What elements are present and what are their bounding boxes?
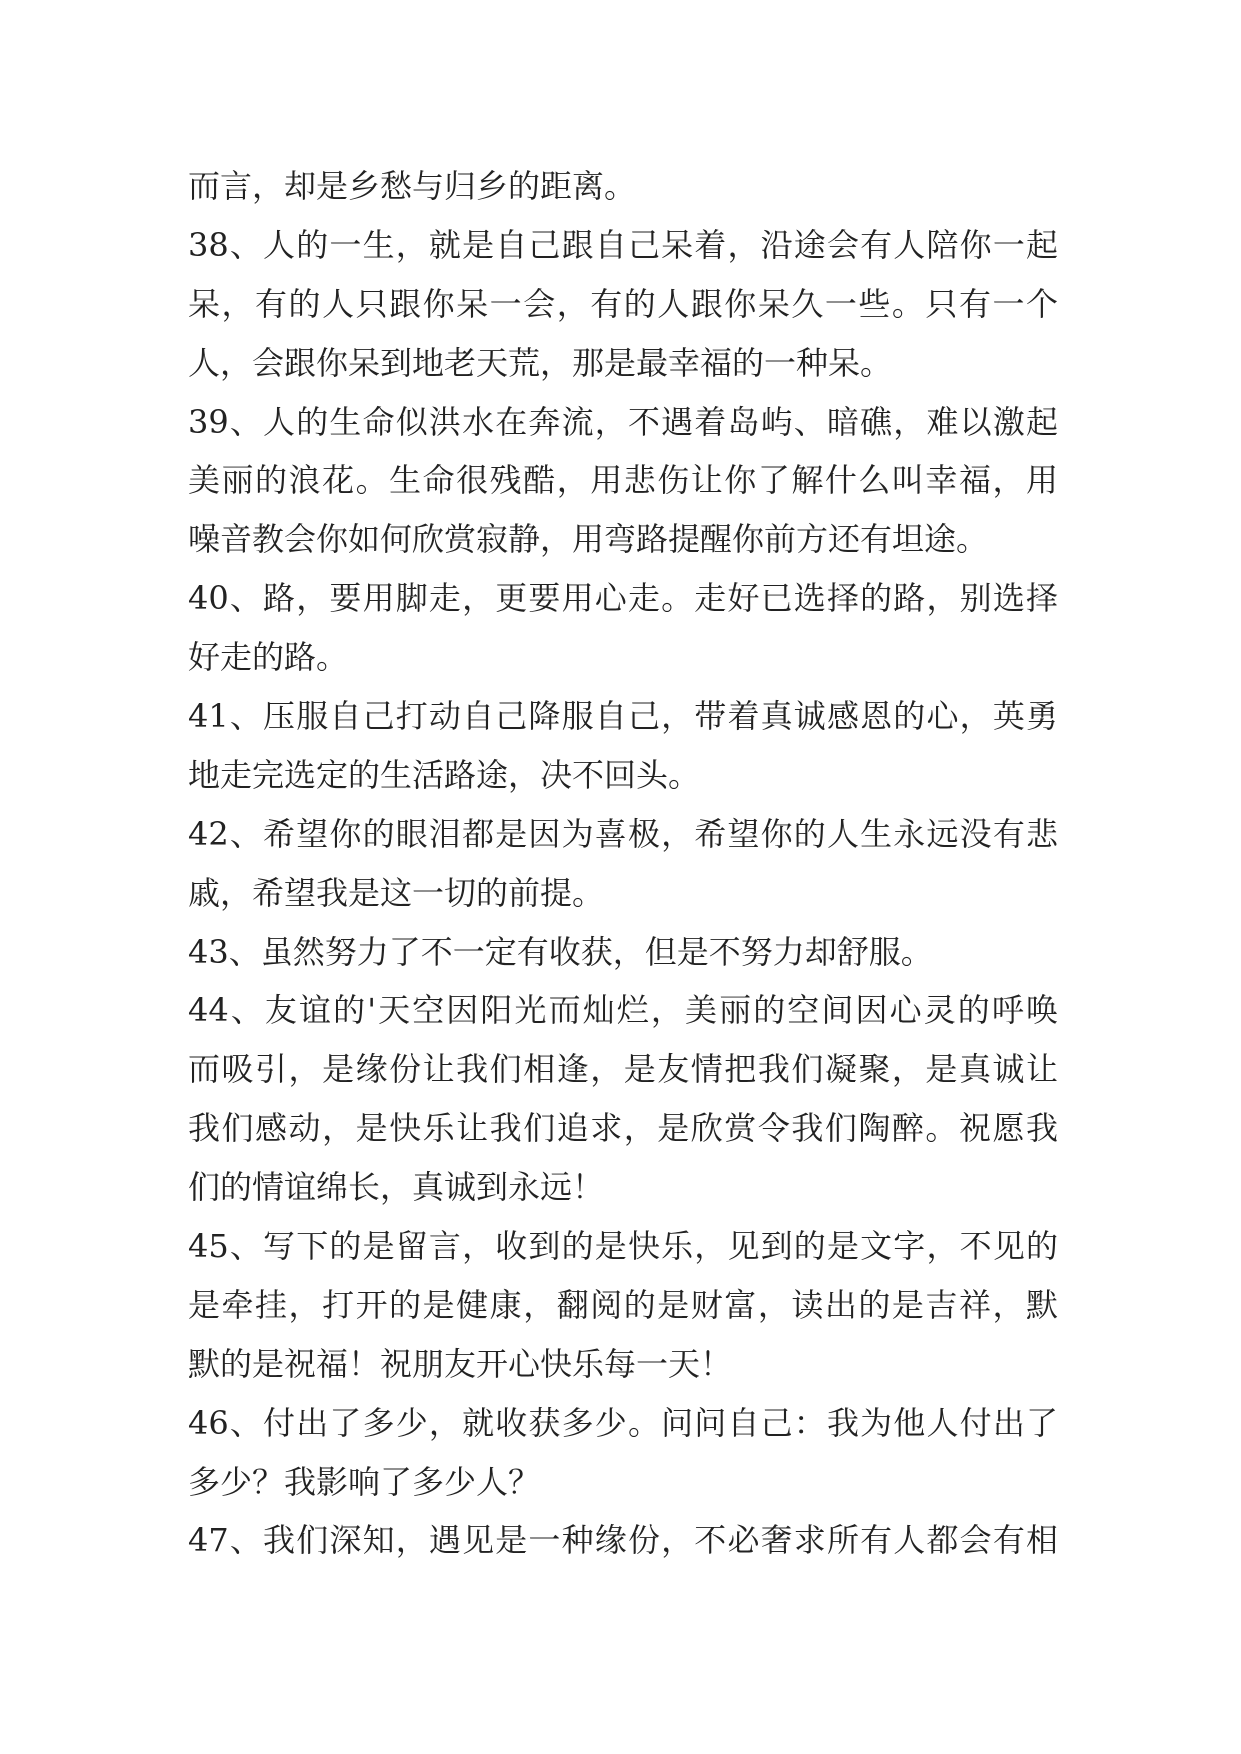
text-line: 地走完选定的生活路途，决不回头。 xyxy=(188,755,701,794)
text-line: 我们感动，是快乐让我们追求，是欣赏令我们陶醉。祝愿我 xyxy=(188,1109,1058,1148)
text-line: 41、压服自己打动自己降服自己，带着真诚感恩的心，英勇 xyxy=(188,697,1058,736)
text-line: 44、友谊的'天空因阳光而灿烂，美丽的空间因心灵的呼唤 xyxy=(188,991,1058,1030)
text-line: 38、人的一生，就是自己跟自己呆着，沿途会有人陪你一起 xyxy=(188,225,1058,264)
text-line: 戚，希望我是这一切的前提。 xyxy=(188,873,605,912)
text-line: 39、人的生命似洪水在奔流，不遇着岛屿、暗礁，难以激起 xyxy=(188,402,1058,441)
text-line: 噪音教会你如何欣赏寂静，用弯路提醒你前方还有坦途。 xyxy=(188,520,989,559)
text-line: 们的情谊绵长，真诚到永远！ xyxy=(188,1168,605,1207)
text-line: 47、我们深知，遇见是一种缘份，不必奢求所有人都会有相 xyxy=(188,1521,1058,1560)
text-line: 46、付出了多少，就收获多少。问问自己：我为他人付出了 xyxy=(188,1403,1058,1442)
document-body xyxy=(188,157,1058,1570)
text-line: 而吸引，是缘份让我们相逢，是友情把我们凝聚，是真诚让 xyxy=(188,1050,1058,1089)
text-line: 40、路，要用脚走，更要用心走。走好已选择的路，别选择 xyxy=(188,579,1058,618)
text-line: 好走的路。 xyxy=(188,638,349,677)
text-line: 美丽的浪花。生命很残酷，用悲伤让你了解什么叫幸福，用 xyxy=(188,461,1058,500)
text-line: 呆，有的人只跟你呆一会，有的人跟你呆久一些。只有一个 xyxy=(188,284,1058,323)
text-line: 是牵挂，打开的是健康，翻阅的是财富，读出的是吉祥，默 xyxy=(188,1285,1058,1324)
text-line: 43、虽然努力了不一定有收获，但是不努力却舒服。 xyxy=(188,932,933,971)
text-line: 人，会跟你呆到地老天荒，那是最幸福的一种呆。 xyxy=(188,343,893,382)
text-line: 而言，却是乡愁与归乡的距离。 xyxy=(188,167,637,205)
text-line: 默的是祝福！祝朋友开心快乐每一天！ xyxy=(188,1344,733,1383)
text-line: 45、写下的是留言，收到的是快乐，见到的是文字，不见的 xyxy=(188,1227,1058,1266)
text-line: 42、希望你的眼泪都是因为喜极，希望你的人生永远没有悲 xyxy=(188,814,1058,853)
text-line: 多少？我影响了多少人？ xyxy=(188,1462,541,1501)
